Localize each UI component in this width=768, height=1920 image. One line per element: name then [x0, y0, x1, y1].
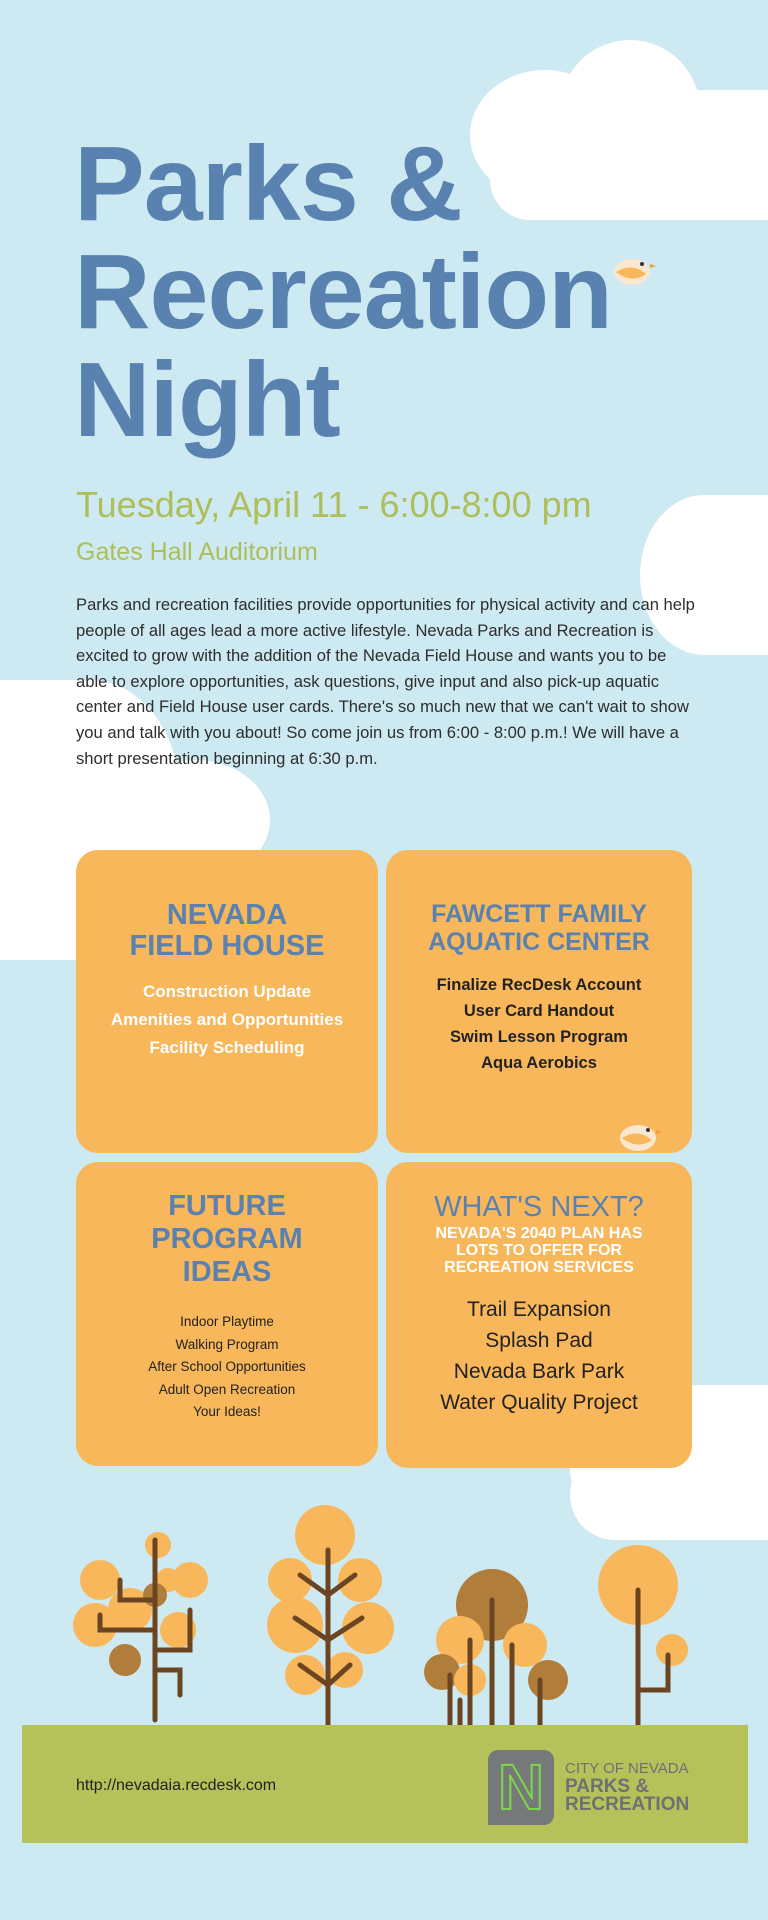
title-line: Night [74, 341, 340, 459]
list-item: Walking Program [175, 1336, 279, 1352]
card-subtitle: LOTS TO OFFER FOR [456, 1242, 622, 1259]
logo-line: CITY OF NEVADA [565, 1760, 689, 1777]
trees-illustration [0, 1500, 768, 1750]
card-title: IDEAS [182, 1256, 272, 1288]
tree-icon [598, 1545, 688, 1725]
card-title: WHAT'S NEXT? [434, 1191, 644, 1223]
card-title: AQUATIC CENTER [428, 928, 650, 956]
card-aquatic-center [386, 850, 692, 1153]
event-description: Parks and recreation facilities provide opportunities for physical activity and can help people of all ages lead a more active lifestyle. Nevada Parks and Recreation is excited to grow with the addition of the Nevada Field House and wants you to be able to explore opportunities, ask questions, give input and also pick-up aquatic center and Field House user cards. There's so much new that we can't wait to show you and talk with you about! So come join us from 6:00 - 8:00 p.m.! We will have a short presentation beginning at 6:30 p.m. [76, 595, 695, 768]
city-logo [488, 1750, 554, 1825]
card-whats-next [386, 1162, 692, 1468]
logo-line: RECREATION [565, 1794, 690, 1815]
list-item: User Card Handout [463, 1002, 615, 1020]
tree-icon [267, 1505, 394, 1745]
list-item: Swim Lesson Program [450, 1028, 628, 1046]
list-item: Construction Update [142, 982, 312, 1001]
list-item: Facility Scheduling [149, 1038, 305, 1057]
list-item: After School Opportunities [148, 1359, 306, 1374]
card-title: FUTURE [168, 1190, 286, 1222]
list-item: Nevada Bark Park [453, 1360, 625, 1383]
event-venue: Gates Hall Auditorium [76, 538, 318, 566]
card-title: NEVADA [166, 899, 288, 931]
card-title: FAWCETT FAMILY [431, 900, 647, 928]
card-subtitle: RECREATION SERVICES [444, 1259, 634, 1276]
page-title [74, 125, 612, 459]
logo-text [565, 1759, 689, 1815]
tree-icon [424, 1569, 568, 1725]
event-date-time: Tuesday, April 11 - 6:00-8:00 pm [76, 484, 592, 525]
list-item: Amenities and Opportunities [110, 1010, 344, 1029]
list-item: Finalize RecDesk Account [436, 976, 642, 994]
logo-line: PARKS & [565, 1776, 650, 1797]
card-future-program-ideas [76, 1162, 378, 1466]
title-line: Recreation [74, 233, 612, 351]
list-item: Adult Open Recreation [158, 1381, 296, 1397]
bird-icon [612, 1116, 664, 1156]
list-item: Your Ideas! [193, 1404, 261, 1419]
website-link[interactable]: http://nevadaia.recdesk.com [76, 1777, 277, 1794]
logo-letter: N [497, 1751, 545, 1823]
card-title: FIELD HOUSE [129, 930, 325, 962]
list-item: Aqua Aerobics [481, 1054, 597, 1072]
tree-icon [73, 1532, 208, 1720]
card-field-house [76, 850, 378, 1153]
title-line: Parks & [74, 125, 462, 243]
list-item: Splash Pad [485, 1329, 593, 1352]
card-title: PROGRAM [151, 1223, 303, 1255]
list-item: Trail Expansion [467, 1298, 611, 1321]
card-subtitle: NEVADA'S 2040 PLAN HAS [435, 1225, 643, 1242]
list-item: Indoor Playtime [180, 1314, 274, 1329]
list-item: Water Quality Project [440, 1391, 638, 1414]
bird-icon [606, 250, 658, 290]
